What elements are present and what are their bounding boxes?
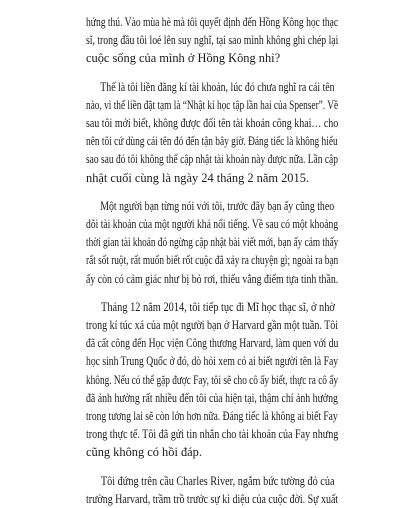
text-line: Thế là tôi liền đăng kí tài khoản, lúc đó chưa nghĩ ra cái tên: [100, 79, 335, 94]
text-line: dõi tài khoản của một người khá nổi tiếng. Về sau có một khoảng: [86, 217, 339, 232]
text-line: nên tôi cứ dùng cái tên đó đến tận bây giờ. Đáng tiếc là không hiểu: [86, 134, 338, 149]
text-line: Tôi đứng trên cầu Charles River, ngắm bức tường đỏ của: [100, 473, 335, 488]
paragraph-4: [86, 298, 338, 462]
text-line: cũng không có hồi đáp.: [86, 445, 202, 460]
paragraph-gap: [86, 462, 338, 472]
text-line: đã cất công đến Học viện Công thương Harvard, làm quen với du: [86, 336, 339, 351]
paragraph-3: [86, 197, 338, 288]
text-line: Một người bạn từng nói với tôi, trước đây bạn ấy cũng theo: [100, 198, 335, 213]
paragraph-gap: [86, 68, 338, 78]
text-line: trường Harvard, trầm trồ trước sự kì diệu của cuộc đời. Sự xuất: [86, 491, 339, 506]
text-line: hứng thú. Vào mùa hè mà tôi quyết định đến Hồng Kông học thạc: [86, 15, 339, 29]
text-line: học sinh Trung Quốc ở đó, dò hỏi xem có ai biết người tên là Fay: [86, 354, 339, 369]
text-line: ấy còn có cảm giác như bị bỏ rơi, thiếu vắng điểm tựa tinh thần.: [86, 271, 339, 286]
text-line: sao sau đó tôi không thể cập nhật tài khoản này được nữa. Lần cập: [86, 152, 338, 167]
paragraph-2: [86, 78, 338, 187]
text-line: nhật cuối cùng là ngày 24 tháng 2 năm 2015.: [86, 170, 309, 185]
page-body: [86, 13, 338, 508]
text-line: không. Nếu có thể gặp được Fay, tôi sẽ cho cô ấy biết, thực ra cô ấy: [86, 372, 339, 387]
text-line: nào, vì thế liền đặt tạm là “Nhật kí học tập lần hai của Spenser”. Về: [86, 97, 339, 112]
text-line: sĩ, trong đầu tôi loé lên suy nghĩ, tại sao mình không ghi chép lại: [86, 33, 339, 48]
text-line: đã ảnh hưởng rất nhiều đến tôi của hiện tại, thậm chí ảnh hưởng: [86, 390, 338, 405]
text-line: trong kí túc xá của một người bạn ở Harvard gần một tuần. Tôi: [86, 318, 339, 333]
text-line: sau tôi mới biết, không được đổi tên tài khoản công khai… cho: [86, 116, 339, 131]
text-line: thời gian tài khoản đó ngừng cập nhật bài viết mới, bạn ấy cảm thấy: [86, 235, 339, 250]
text-line: trong thực tế. Tôi đã gửi tin nhắn cho tài khoản của Fay nhưng: [86, 427, 339, 442]
paragraph-1: [86, 13, 338, 68]
text-line: trong tương lai sẽ còn lớn hơn nữa. Đáng tiếc là không ai biết Fay: [86, 409, 338, 424]
paragraph-gap: [86, 187, 338, 197]
text-line: rất sốt ruột, rất muốn biết rốt cuộc đã xảy ra chuyện gì; ngoài ra bạn: [86, 253, 339, 268]
paragraph-gap: [86, 288, 338, 298]
text-line: Tháng 12 năm 2014, tôi tiếp tục đi Mĩ học thạc sĩ, ở nhờ: [101, 299, 335, 314]
paragraph-5: [86, 472, 338, 508]
text-line: cuộc sống của mình ở Hồng Kông nhỉ?: [86, 51, 281, 66]
